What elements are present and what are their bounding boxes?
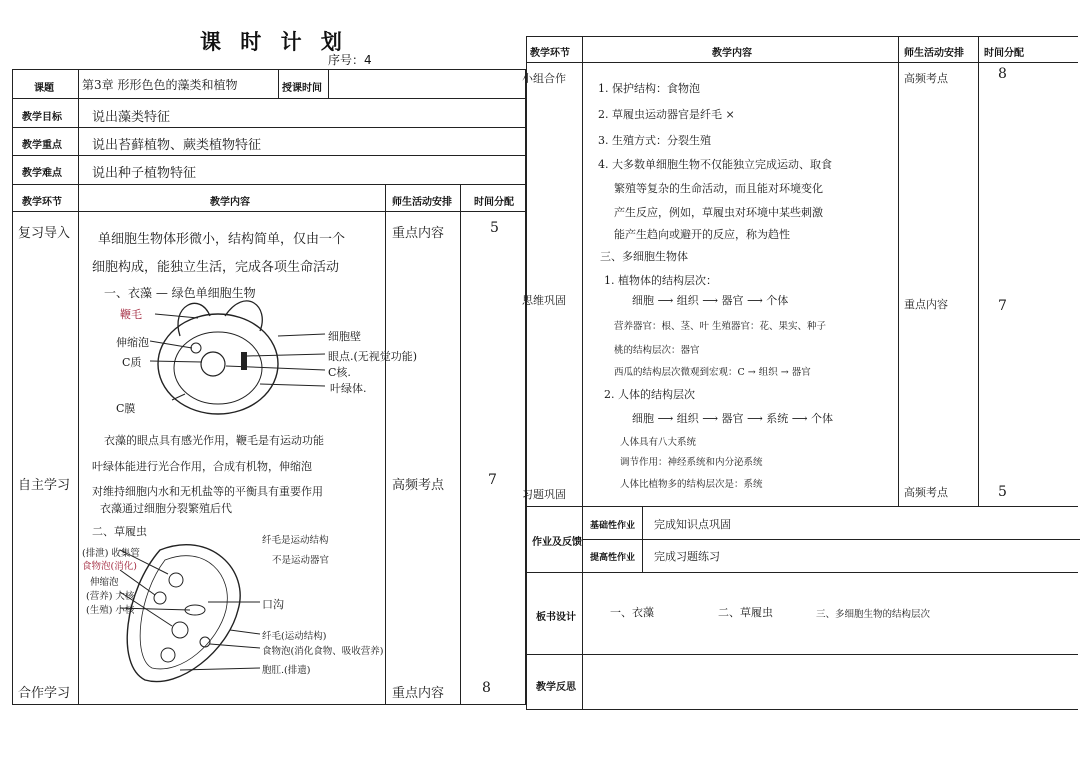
right-page bbox=[522, 0, 1080, 763]
r-line-16: 人体具有八大系统 bbox=[620, 437, 697, 448]
activity-self-study: 高频考点 bbox=[392, 478, 445, 493]
intro-line-1: 单细胞生物体形微小，结构简单，仅由一个 bbox=[98, 232, 346, 247]
key-value: 说出苔藓植物、蕨类植物特征 bbox=[92, 138, 262, 153]
para-line-4: 衣藻通过细胞分裂繁殖后代 bbox=[100, 502, 232, 515]
goal-label: 教学目标 bbox=[22, 112, 62, 123]
activity-review: 重点内容 bbox=[392, 226, 445, 241]
topic-label: 课题 bbox=[34, 83, 54, 94]
r-header-content: 教学内容 bbox=[712, 48, 752, 59]
note-cilia-2: 不是运动器官 bbox=[272, 555, 330, 566]
note-cilia-1: 纤毛是运动结构 bbox=[262, 535, 329, 546]
r-line-18: 人体比植物多的结构层次是：系统 bbox=[620, 479, 763, 490]
stage-cooperation: 合作学习 bbox=[18, 686, 71, 701]
homework-label: 作业及反馈 bbox=[532, 537, 582, 548]
serial-number: 序号：4 bbox=[328, 53, 372, 67]
page-title: 课 时 计 划 bbox=[200, 29, 348, 54]
r-time-group: 8 bbox=[998, 66, 1007, 82]
r-line-4: 4. 大多数单细胞生物不仅能独立完成运动、取食 bbox=[598, 158, 832, 171]
stage-review: 复习导入 bbox=[18, 226, 71, 241]
label-eyespot: 眼点.(无视觉功能) bbox=[328, 350, 418, 363]
board-item-3: 三、多细胞生物的结构层次 bbox=[816, 609, 931, 620]
reflection-label: 教学反思 bbox=[536, 682, 576, 693]
r-line-6: 产生反应，例如，草履虫对环境中某些刺激 bbox=[614, 206, 823, 219]
difficult-value: 说出种子植物特征 bbox=[92, 166, 197, 181]
label-cytoplasm: C质 bbox=[122, 356, 142, 369]
para-label-macronucleus: (营养) 大核 bbox=[86, 591, 135, 602]
label-membrane: C膜 bbox=[116, 402, 136, 415]
activity-cooperation: 重点内容 bbox=[392, 686, 445, 701]
r-activity-thinking: 重点内容 bbox=[904, 298, 948, 311]
key-label: 教学重点 bbox=[22, 140, 62, 151]
difficult-label: 教学难点 bbox=[22, 168, 62, 179]
r-line-15: 细胞 ⟶ 组织 ⟶ 器官 ⟶ 系统 ⟶ 个体 bbox=[632, 412, 834, 425]
label-flagellum: 鞭毛 bbox=[120, 308, 142, 321]
advanced-hw-label: 提高性作业 bbox=[590, 553, 636, 563]
r-line-12: 桃的结构层次：器官 bbox=[614, 345, 700, 356]
stage-self-study: 自主学习 bbox=[18, 478, 71, 493]
r-activity-group: 高频考点 bbox=[904, 72, 948, 85]
para-line-2: 叶绿体能进行光合作用，合成有机物，伸缩泡 bbox=[92, 460, 312, 473]
r-time-thinking: 7 bbox=[998, 298, 1007, 314]
header-activity: 师生活动安排 bbox=[392, 197, 452, 208]
chlamydomonas-diagram bbox=[110, 296, 410, 436]
para-label-micronucleus: (生殖) 小核 bbox=[86, 605, 135, 616]
time-cooperation: 8 bbox=[482, 680, 491, 696]
header-content: 教学内容 bbox=[210, 197, 250, 208]
para-label-collect: (排泄) 收集管 bbox=[82, 548, 140, 559]
para-label-anal-pore: 胞肛.(排遗) bbox=[262, 665, 311, 676]
para-line-1: 衣藻的眼点具有感光作用，鞭毛是有运动功能 bbox=[104, 434, 324, 447]
r-line-9: 1. 植物体的结构层次： bbox=[604, 274, 717, 287]
r-header-stage: 教学环节 bbox=[530, 48, 570, 59]
label-chloroplast: 叶绿体. bbox=[330, 382, 367, 395]
para-label-cilia: 纤毛(运动结构) bbox=[262, 631, 327, 642]
header-time: 时间分配 bbox=[474, 197, 514, 208]
goal-value: 说出藻类特征 bbox=[92, 110, 171, 125]
para-label-vacuole: 伸缩泡 bbox=[90, 577, 119, 588]
basic-hw-value: 完成知识点巩固 bbox=[654, 518, 731, 531]
para-label-oral-groove: 口沟 bbox=[262, 598, 284, 611]
r-stage-thinking: 思维巩固 bbox=[522, 294, 566, 307]
header-stage: 教学环节 bbox=[22, 197, 62, 208]
time-self-study: 7 bbox=[488, 472, 497, 488]
r-header-time: 时间分配 bbox=[984, 48, 1024, 59]
r-stage-exercise: 习题巩固 bbox=[522, 488, 566, 501]
time-review: 5 bbox=[490, 220, 499, 236]
r-header-activity: 师生活动安排 bbox=[904, 48, 964, 59]
label-vacuole: 伸缩泡 bbox=[116, 336, 149, 349]
para-label-food-vacuole: 食物泡(消化食物、吸收营养) bbox=[262, 646, 384, 657]
r-line-5: 繁殖等复杂的生命活动，而且能对环境变化 bbox=[614, 182, 823, 195]
r-stage-group: 小组合作 bbox=[522, 72, 566, 85]
intro-line-2: 细胞构成，能独立生活，完成各项生命活动 bbox=[92, 260, 340, 275]
board-item-1: 一、衣藻 bbox=[610, 606, 654, 619]
r-time-exercise: 5 bbox=[998, 484, 1007, 500]
left-page bbox=[0, 0, 530, 763]
board-label: 板书设计 bbox=[536, 612, 576, 623]
paramecium-diagram bbox=[120, 530, 360, 700]
label-nucleus: C核. bbox=[328, 366, 351, 379]
r-line-13: 西瓜的结构层次微观到宏观：C → 组织 → 器官 bbox=[614, 367, 811, 378]
r-activity-exercise: 高频考点 bbox=[904, 486, 948, 499]
section-2-title: 二、草履虫 bbox=[92, 525, 147, 538]
r-line-1: 1. 保护结构：食物泡 bbox=[598, 82, 700, 95]
r-line-7: 能产生趋向或避开的反应，称为趋性 bbox=[614, 228, 790, 241]
r-line-2: 2. 草履虫运动器官是纤毛 × bbox=[598, 108, 735, 121]
board-item-2: 二、草履虫 bbox=[718, 606, 773, 619]
label-wall: 细胞壁 bbox=[328, 330, 361, 343]
para-line-3: 对维持细胞内水和无机盐等的平衡具有重要作用 bbox=[92, 485, 323, 498]
para-label-foodvac-digest: 食物泡(消化) bbox=[82, 561, 137, 572]
r-line-17: 调节作用：神经系统和内分泌系统 bbox=[620, 457, 763, 468]
section-1-title: 一、衣藻 — 绿色单细胞生物 bbox=[104, 286, 256, 300]
r-line-14: 2. 人体的结构层次 bbox=[604, 388, 695, 401]
advanced-hw-value: 完成习题练习 bbox=[654, 550, 720, 563]
r-line-3: 3. 生殖方式：分裂生殖 bbox=[598, 134, 711, 147]
r-line-8: 三、多细胞生物体 bbox=[600, 250, 688, 263]
time-label: 授课时间 bbox=[282, 83, 322, 94]
basic-hw-label: 基础性作业 bbox=[590, 521, 636, 531]
r-line-10: 细胞 ⟶ 组织 ⟶ 器官 ⟶ 个体 bbox=[632, 294, 789, 307]
topic-value: 第3章 形形色色的藻类和植物 bbox=[82, 78, 238, 92]
r-line-11: 营养器官：根、茎、叶 生殖器官：花、果实、种子 bbox=[614, 321, 827, 332]
